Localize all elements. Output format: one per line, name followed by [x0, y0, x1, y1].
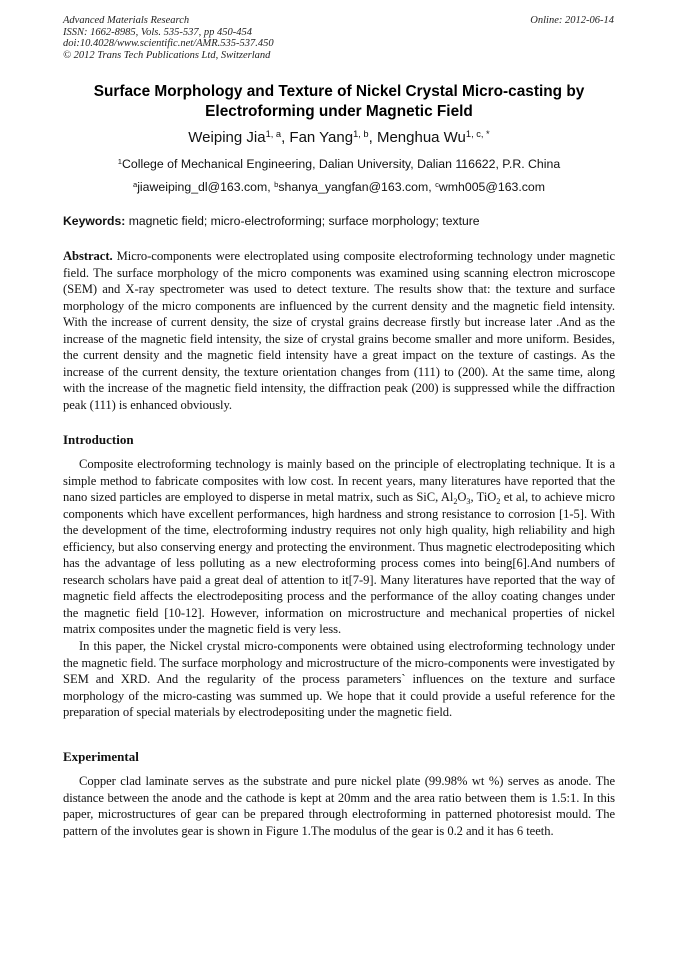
- email-link-b[interactable]: shanya_yangfan@163.com: [278, 180, 429, 194]
- keywords-label: Keywords:: [63, 214, 126, 228]
- paper-title: [63, 82, 615, 122]
- author-2: Fan Yang: [289, 129, 354, 146]
- experimental-heading: Experimental: [63, 749, 139, 764]
- introduction-heading: Introduction: [63, 432, 134, 447]
- author-3: Menghua Wu: [376, 129, 466, 146]
- author-separator: ,: [368, 129, 377, 146]
- email-sup: c: [435, 180, 439, 190]
- journal-copyright: © 2012 Trans Tech Publications Ltd, Switzerland: [63, 49, 271, 61]
- author-list: [63, 128, 615, 148]
- abstract: [63, 248, 615, 413]
- subscript: 2: [496, 496, 501, 506]
- journal-doi: doi:10.4028/www.scientific.net/AMR.535-537.450: [63, 38, 274, 50]
- paragraph-text: et al, to achieve micro components which have excellent performances, high hardness and strong resistance to corrosion [1-5]. With the development of the time, electroforming industry requires not only high quality, high reliability and high efficiency, but also conserving energy and protecting the environment. Thus magnetic electrodepositing which has the advantage of less polluting as a new electroforming process comes into being[6].And numbers of research scholars have paid a great deal of attention to it[7-9]. Many literatures have reported that the way of magnetic field affects the electrodepositing process and the performance of the alloy coating changes under the magnetic field [10-12]. However, information on microstructure and mechanical properties of nickel matrix composites under the magnetic field is very less.: [63, 490, 615, 637]
- email-sup: a: [132, 180, 138, 190]
- journal-name: Advanced Materials Research: [63, 15, 190, 26]
- journal-issn: ISSN: 1662-8985, Vols. 535-537, pp 450-454: [63, 26, 252, 38]
- keywords-text: magnetic field; micro-electroforming; surface morphology; texture: [125, 214, 480, 228]
- experimental-paragraph-1: Copper clad laminate serves as the substrate and pure nickel plate (99.98% wt %) serves as anode. The distance between the anode and the cathode is kept at 20mm and the area ratio between them is 1.5:1. In this paper, microstructures of gear can be prepared through electroforming in patterned photoresist mould. The pattern of the involutes gear is shown in Figure 1.The modulus of the gear is 0.2 and it has 6 teeth.: [63, 774, 615, 838]
- affiliation-sup: 1: [117, 157, 123, 167]
- abstract-label: Abstract.: [63, 249, 113, 263]
- author-3-sup: 1, c, *: [465, 129, 490, 140]
- author-1: Weiping Jia: [188, 129, 266, 146]
- keywords: [63, 213, 615, 229]
- paragraph-text: , TiO: [470, 490, 497, 505]
- email-separator: ,: [428, 180, 436, 194]
- experimental-body: [63, 773, 615, 839]
- paragraph-text: Composite electroforming technology is mainly based on the principle of electroplating technique. It is a simple method to fabricate composites with low cost. In recent years, many literatures have reported that the nano sized particles are employed to disperse in metal matrix, such as SiC, Al: [63, 457, 615, 505]
- introduction-paragraph-2: In this paper, the Nickel crystal micro-components were obtained using electroforming technology under the magnetic field. The surface morphology and microstructure of the micro-components were investigated by SEM and XRD. And the regularity of the process parameters` influences on the texture and surface morphology of the micro-casting was summed up. We hope that it could provide a useful reference for the preparation of special materials by electrodepositing under the magnetic field.: [63, 639, 615, 720]
- email-list: [63, 179, 615, 195]
- title-line-2: Electroforming under Magnetic Field: [205, 103, 473, 120]
- email-sup: b: [274, 180, 279, 190]
- abstract-text: Micro-components were electroplated using composite electroforming technology under magnetic field. The surface morphology of the micro components was examined using scanning electron microscope (SEM) and X-ray spectrometer was used to detect texture. The results show that: the texture and surface morphology of the micro components are influenced by the current density and the magnetic field intensity. With the increase of current density, the size of crystal grains decrease firstly but increase later .And as the increase of the magnetic field intensity, the size of crystal grains become smaller and more uniform. Besides, the current density and the magnetic field intensity have a great impact on the texture of castings. As the increase of the current density, the texture orientation changes from (111) to (200). At the same time, along with the increase of the magnetic field intensity, the diffraction peak (200) is suppressed while the diffraction peak (111) is enhanced obviously.: [63, 249, 615, 412]
- introduction-paragraph-1: [63, 456, 615, 638]
- paragraph-text: O: [457, 490, 467, 505]
- affiliation: [63, 156, 615, 172]
- introduction-body: [63, 456, 615, 721]
- online-date: Online: 2012-06-14: [530, 15, 614, 26]
- title-line-1: Surface Morphology and Texture of Nickel Crystal Micro-casting by: [93, 83, 585, 100]
- author-separator: ,: [281, 129, 290, 146]
- subscript: 3: [466, 496, 471, 506]
- journal-header: [63, 15, 274, 61]
- email-link-c[interactable]: wmh005@163.com: [438, 180, 546, 194]
- affiliation-text: College of Mechanical Engineering, Dalian University, Dalian 116622, P.R. China: [122, 157, 561, 171]
- author-1-sup: 1, a: [265, 129, 282, 140]
- author-2-sup: 1, b: [353, 129, 369, 140]
- subscript: 2: [453, 496, 458, 506]
- email-link-a[interactable]: jiaweiping_dl@163.com: [137, 180, 268, 194]
- email-separator: ,: [267, 180, 275, 194]
